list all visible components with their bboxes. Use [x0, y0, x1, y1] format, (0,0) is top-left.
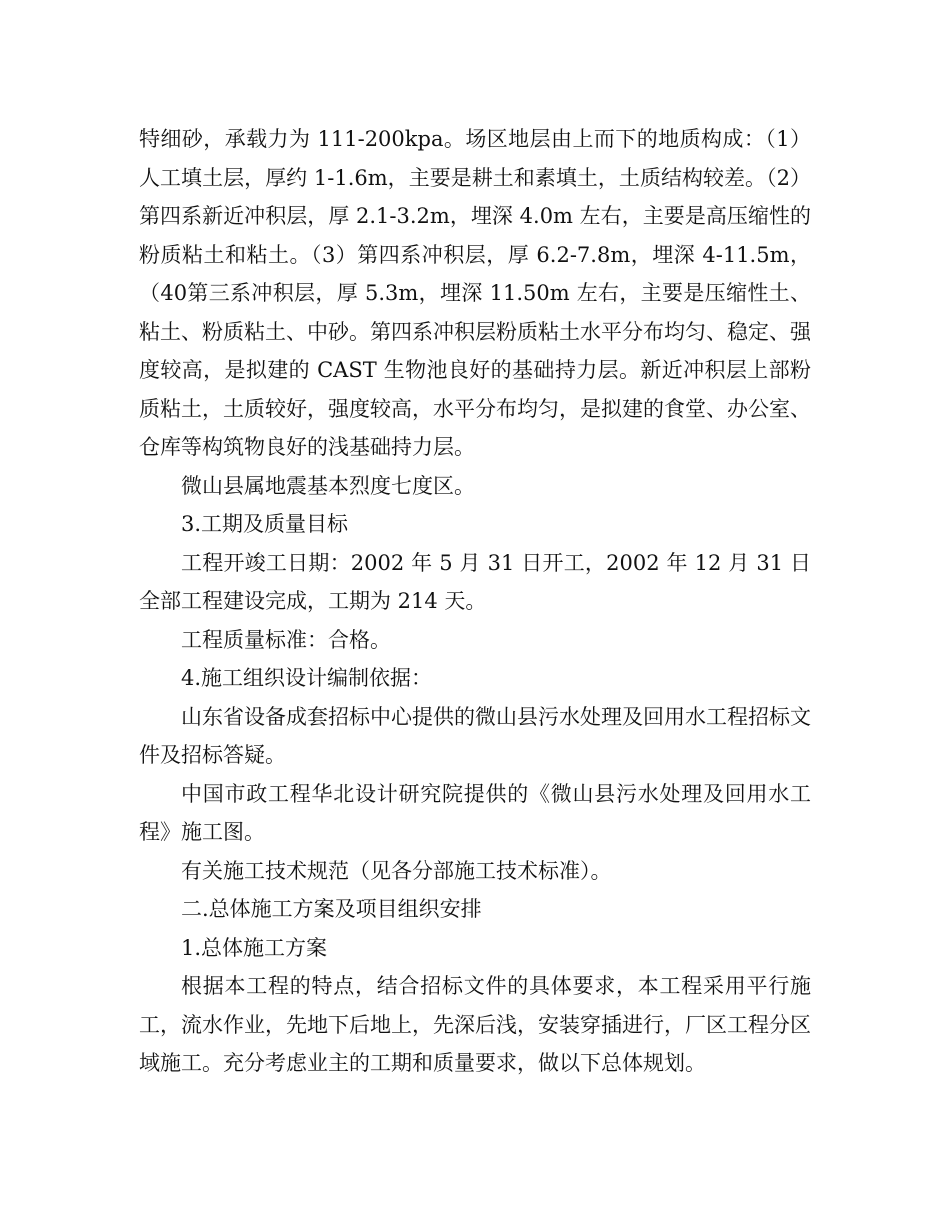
paragraph-geology: 特细砂，承载力为 111-200kpa。场区地层由上而下的地质构成：（1）人工填土层，厚约 1-1.6m，主要是耕土和素填土，土质结构较差。（2）第四系新近冲积层，厚 2.1-3.2m，埋深 4.0m 左右，主要是高压缩性的粉质粘土和粘土。（3）第四系冲积层，厚 6.2-7.8m，埋深 4-11.5m，（40第三系冲积层，厚 5.3m，埋深 11.50m 左右，主要是压缩性土、粘土、粉质粘土、中砂。第四系冲积层粉质粘土水平分布均匀、稳定、强度较高，是拟建的 CAST 生物池良好的基础持力层。新近冲积层上部粉质粘土，土质较好，强度较高，水平分布均匀，是拟建的食堂、办公室、仓库等构筑物良好的浅基础持力层。	[139, 127, 811, 459]
paragraph-overall-plan: 根据本工程的特点，结合招标文件的具体要求，本工程采用平行施工，流水作业，先地下后地上，先深后浅，安装穿插进行，厂区工程分区域施工。充分考虑业主的工期和质量要求，做以下总体规划。	[139, 974, 811, 1075]
heading-section-two: 二.总体施工方案及项目组织安排	[181, 897, 482, 921]
paragraph-basis-tender: 山东省设备成套招标中心提供的微山县污水处理及回用水工程招标文件及招标答疑。	[139, 704, 811, 767]
paragraph-basis-standards: 有关施工技术规范（见各分部施工技术标准）。	[181, 858, 612, 883]
paragraph-basis-drawings: 中国市政工程华北设计研究院提供的《微山县污水处理及回用水工程》施工图。	[139, 781, 811, 844]
paragraph-schedule: 工程开竣工日期：2002 年 5 月 31 日开工，2002 年 12 月 31 日全部工程建设完成，工期为 214 天。	[139, 550, 811, 613]
document-body	[139, 120, 811, 1083]
heading-overall-plan: 1.总体施工方案	[181, 935, 328, 960]
paragraph-quality: 工程质量标准：合格。	[181, 627, 391, 652]
paragraph-seismic: 微山县属地震基本烈度七度区。	[181, 473, 475, 498]
heading-schedule-quality: 3.工期及质量目标	[181, 512, 349, 536]
heading-design-basis: 4.施工组织设计编制依据：	[181, 666, 433, 690]
